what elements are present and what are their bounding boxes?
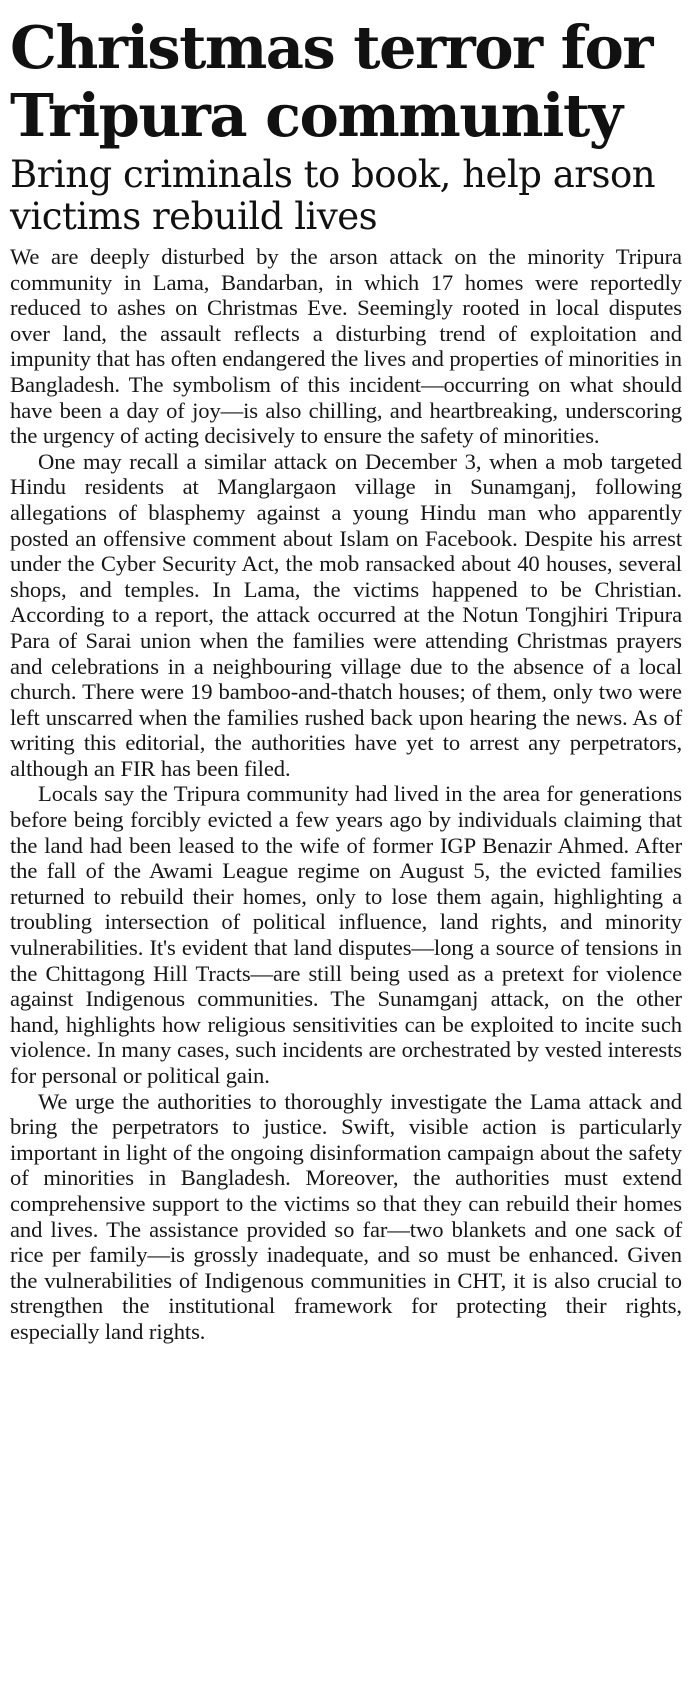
subheadline: Bring criminals to book, help arson victims rebuild lives: [10, 153, 656, 238]
headline: Christmas terror for Tripura community: [10, 13, 652, 150]
article-body: [10, 244, 682, 1345]
paragraph-2: One may recall a similar attack on December 3, when a mob targeted Hindu residents at Manglargaon village in Sunamganj, following allegations of blasphemy against a young Hindu man who apparently posted an offensive comment about Islam on Facebook. Despite his arrest under the Cyber Security Act, the mob ransacked about 40 houses, several shops, and temples. In Lama, the victims happened to be Christian. According to a report, the attack occurred at the Notun Tongjhiri Tripura Para of Sarai union when the families were attending Christmas prayers and celebrations in a neighbouring village due to the absence of a local church. There were 19 bamboo-and-thatch houses; of them, only two were left unscarred when the families rushed back upon hearing the news. As of writing this editorial, the authorities have yet to arrest any perpetrators, although an FIR has been filed.: [10, 448, 682, 781]
paragraph-4: We urge the authorities to thoroughly investigate the Lama attack and bring the perpetrators to justice. Swift, visible action is particularly important in light of the ongoing disinformation campaign about the safety of minorities in Bangladesh. Moreover, the authorities must extend comprehensive support to the victims so that they can rebuild their homes and lives. The assistance provided so far—two blankets and one sack of rice per family—is grossly inadequate, and so must be enhanced. Given the vulnerabilities of Indigenous communities in CHT, it is also crucial to strengthen the institutional framework for protecting their rights, especially land rights.: [10, 1088, 682, 1344]
paragraph-3: Locals say the Tripura community had lived in the area for generations before being forcibly evicted a few years ago by individuals claiming that the land had been leased to the wife of former IGP Benazir Ahmed. After the fall of the Awami League regime on August 5, the evicted families returned to rebuild their homes, only to lose them again, highlighting a troubling intersection of political influence, land rights, and minority vulnerabilities. It's evident that land disputes—long a source of tensions in the Chittagong Hill Tracts—are still being used as a pretext for violence against Indigenous communities. The Sunamganj attack, on the other hand, highlights how religious sensitivities can be exploited to incite such violence. In many cases, such incidents are orchestrated by vested interests for personal or political gain.: [10, 781, 682, 1088]
paragraph-1: We are deeply disturbed by the arson attack on the minority Tripura community in Lama, Bandarban, in which 17 homes were reportedly reduced to ashes on Christmas Eve. Seemingly rooted in local disputes over land, the assault reflects a disturbing trend of exploitation and impunity that has often endangered the lives and properties of minorities in Bangladesh. The symbolism of this incident—occurring on what should have been a day of joy—is also chilling, and heartbreaking, underscoring the urgency of acting decisively to ensure the safety of minorities.: [10, 244, 682, 449]
